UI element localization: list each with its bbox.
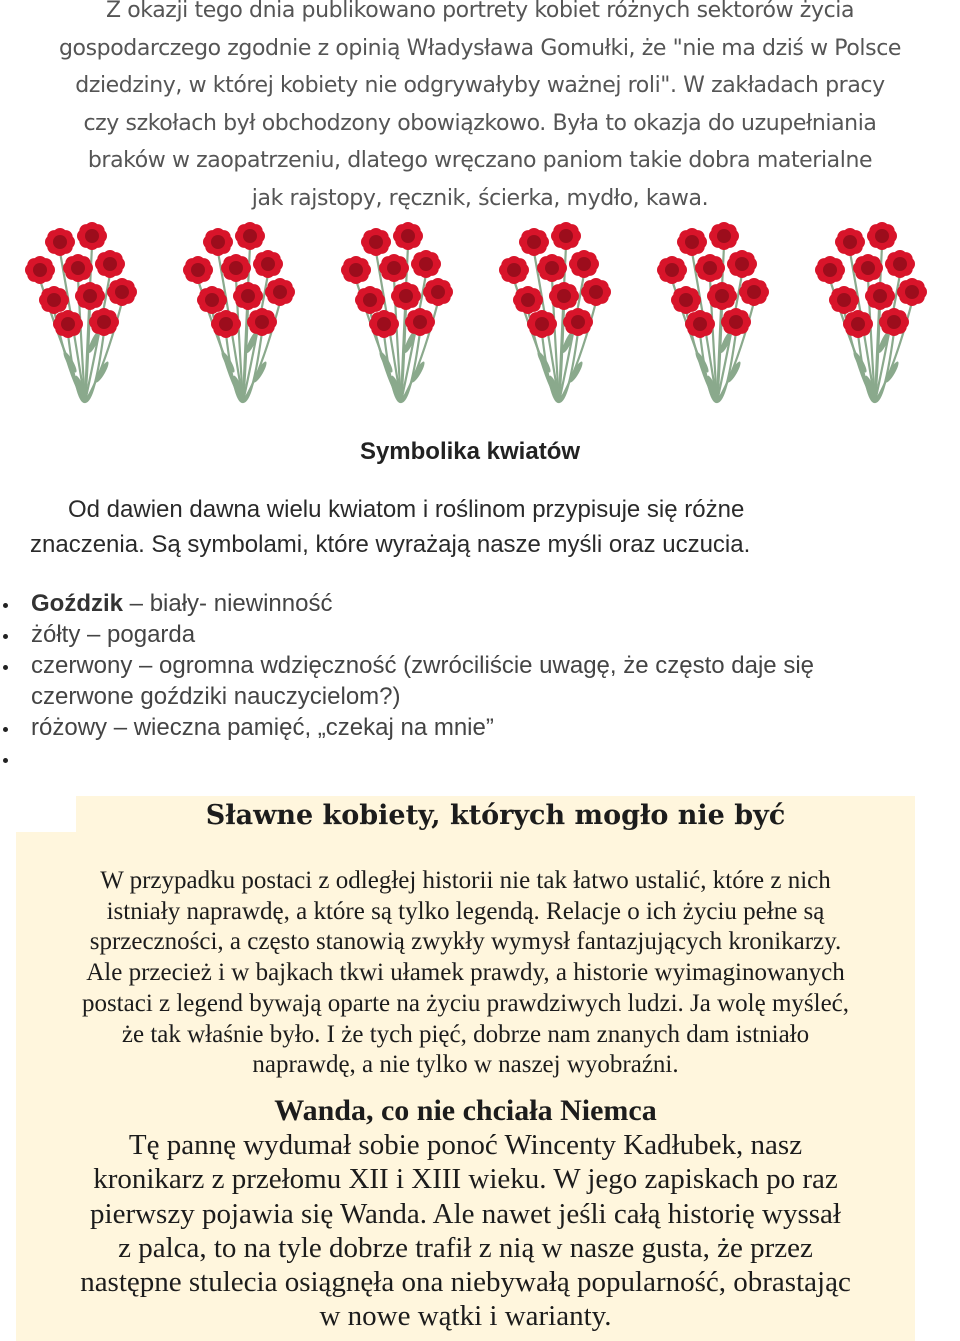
carnation-flower-icon [53,310,83,338]
carnation-flower-icon [39,286,69,314]
carnation-flower-icon [89,308,119,336]
carnation-flower-icon [551,222,581,250]
carnation-flower-icon [885,250,915,278]
wanda-paragraph [16,1128,915,1334]
carnation-flower-icon [727,250,757,278]
famous-women-paragraph [16,866,915,1081]
carnation-flower-icon [197,286,227,314]
intro-line: dziedziny, w której kobiety nie odgrywałyby ważnej roli". W zakładach pracy [75,73,885,99]
intro-line: gospodarczego zgodnie z opinią Władysława Gomułki, że "nie ma dziś w Polsce [58,35,902,61]
carnation-flower-icon [527,310,557,338]
bullet-icon [3,727,8,732]
paragraph-line: sprzeczności, a często stanowią zwykły wymysł fantazjujących kronikarzy. [89,928,842,956]
carnation-flower-icon [183,256,213,284]
carnation-flower-icon [499,256,529,284]
carnation-flower-icon [671,286,701,314]
symbolika-heading: Symbolika kwiatów [359,438,581,465]
paragraph-line: Ale przecież i w bajkach tkwi ułamek prawdy, a historie wyimaginowanych [86,959,845,987]
paragraph-line: pierwszy pojawia się Wanda. Ale nawet jeśli całą historię wyssał [90,1197,841,1230]
carnation-bouquet-icon [326,212,476,412]
list-item-text: różowy – wieczna pamięć, „czekaj na mnie” [31,714,494,741]
paragraph-line: W przypadku postaci z odległej historii nie tak łatwo ustalić, które z nich [100,867,831,894]
paragraph-line: postaci z legend bywają oparte na życiu prawdziwych ludzi. Ja wolę myśleć, [81,989,850,1017]
bullet-icon [3,758,8,763]
carnation-flower-icon [815,256,845,284]
carnation-row [0,212,960,412]
carnation-flower-icon [107,278,137,306]
list-item [0,619,940,650]
carnation-flower-icon [867,222,897,250]
paragraph-line: z palca, to na tyle dobrze trafił z nią w nasze gusta, że przez [118,1231,813,1264]
carnation-flower-icon [341,256,371,284]
carnation-flower-icon [709,222,739,250]
carnation-flower-icon [739,278,769,306]
intro-line: jak rajstopy, ręcznik, ścierka, mydło, kawa. [251,185,709,211]
flower-meaning-list [0,588,940,774]
carnation-flower-icon [853,254,883,282]
carnation-bouquet-icon [642,212,792,412]
carnation-flower-icon [75,282,105,310]
carnation-flower-icon [405,308,435,336]
list-item-term: Goździk [31,590,124,617]
paragraph-line: że tak właśnie było. I że tych pięć, dobrze nam znanych dam istniało [121,1020,810,1048]
carnation-flower-icon [211,310,241,338]
carnation-flower-icon [581,278,611,306]
carnation-flower-icon [519,228,549,256]
carnation-flower-icon [569,250,599,278]
carnation-flower-icon [45,228,75,256]
carnation-flower-icon [721,308,751,336]
bullet-icon [3,665,8,670]
carnation-flower-icon [423,278,453,306]
carnation-flower-icon [393,222,423,250]
carnation-bouquet-icon [484,212,634,412]
carnation-flower-icon [563,308,593,336]
symbolika-intro-line: Od dawien dawna wielu kwiatom i roślinom przypisuje się różne [68,496,745,523]
carnation-flower-icon [865,282,895,310]
carnation-flower-icon [549,282,579,310]
intro-line: czy szkołach był obchodzony obowiązkowo. Była to okazja do uzupełniania [83,110,877,136]
bullet-icon [3,634,8,639]
list-item [0,712,940,743]
carnation-flower-icon [379,254,409,282]
carnation-flower-icon [879,308,909,336]
symbolika-intro-line: znaczenia. Są symbolami, które wyrażają nasze myśli oraz uczucia. [30,531,751,558]
carnation-bouquet-icon [800,212,950,412]
list-item [0,650,940,712]
carnation-flower-icon [221,254,251,282]
paragraph-line: Tę pannę wydumał sobie ponoć Wincenty Kadłubek, nasz [128,1129,803,1161]
carnation-flower-icon [835,228,865,256]
carnation-flower-icon [247,308,277,336]
list-item-text: żółty – pogarda [31,621,196,648]
intro-paragraph [0,0,960,218]
list-item-text-continued: czerwone goździki nauczycielom?) [31,683,401,710]
intro-line: Z okazji tego dnia publikowano portrety kobiet różnych sektorów życia [105,0,855,23]
symbolika-intro [30,492,930,562]
carnation-flower-icon [843,310,873,338]
list-item [0,588,940,619]
paragraph-line: kronikarz z przełomu XII i XIII wieku. W jego zapiskach po raz [93,1163,838,1196]
paragraph-line: naprawdę, a nie tylko w naszej wyobraźni. [252,1051,679,1079]
paragraph-line: istniały naprawdę, a które są tylko legendą. Relacje o ich życiu pełne są [106,897,825,925]
carnation-flower-icon [897,278,927,306]
carnation-flower-icon [95,250,125,278]
carnation-flower-icon [369,310,399,338]
carnation-flower-icon [657,256,687,284]
bullet-icon [3,603,8,608]
list-item [0,743,940,774]
famous-women-title: Sławne kobiety, których mogło nie być [205,800,786,831]
carnation-flower-icon [25,256,55,284]
carnation-flower-icon [77,222,107,250]
carnation-bouquet-icon [168,212,318,412]
carnation-flower-icon [355,286,385,314]
carnation-flower-icon [391,282,421,310]
carnation-flower-icon [411,250,441,278]
carnation-flower-icon [537,254,567,282]
carnation-flower-icon [233,282,263,310]
carnation-flower-icon [63,254,93,282]
carnation-bouquet-icon [10,212,160,412]
wanda-title: Wanda, co nie chciała Niemca [274,1094,657,1127]
carnation-flower-icon [361,228,391,256]
carnation-flower-icon [235,222,265,250]
carnation-flower-icon [707,282,737,310]
carnation-flower-icon [677,228,707,256]
carnation-flower-icon [513,286,543,314]
list-item-text: czerwony – ogromna wdzięczność (zwróciliście uwagę, że często daje się [31,652,814,679]
list-item-text: – biały- niewinność [123,590,333,617]
carnation-flower-icon [685,310,715,338]
carnation-flower-icon [265,278,295,306]
carnation-flower-icon [829,286,859,314]
paragraph-line: następne stulecia osiągnęła ona niebywałą popularność, obrastając [80,1266,851,1299]
intro-line: braków w zaopatrzeniu, dlatego wręczano paniom takie dobra materialne [87,148,873,174]
paragraph-line: w nowe wątki i warianty. [319,1300,612,1333]
carnation-flower-icon [695,254,725,282]
carnation-flower-icon [253,250,283,278]
carnation-flower-icon [203,228,233,256]
